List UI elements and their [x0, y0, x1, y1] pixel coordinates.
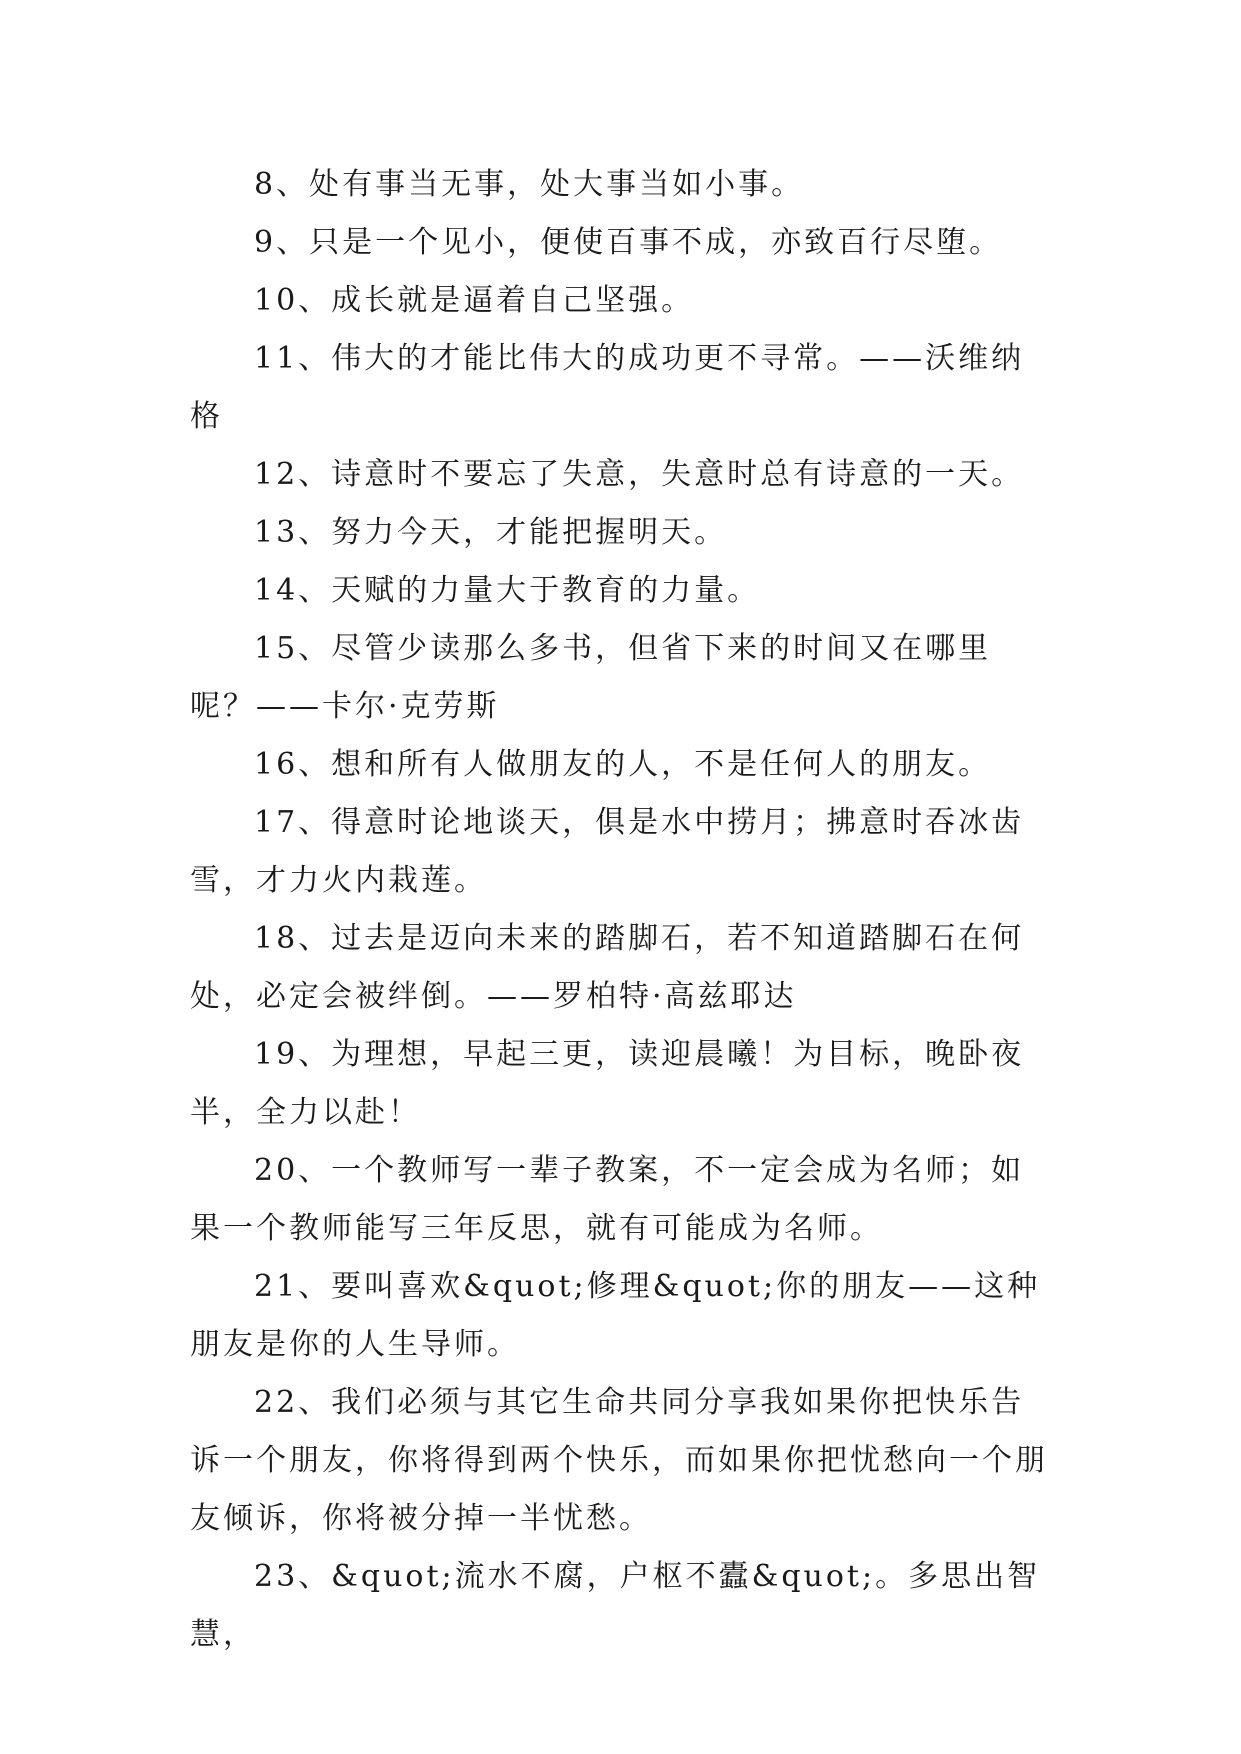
- quote-paragraph-11: 11、伟大的才能比伟大的成功更不寻常。——沃维纳格: [190, 341, 1025, 434]
- quote-paragraph-15: 15、尽管少读那么多书，但省下来的时间又在哪里呢？——卡尔·克劳斯: [190, 631, 992, 724]
- document-body: [190, 156, 1052, 1664]
- quote-paragraph-14: 14、天赋的力量大于教育的力量。: [254, 573, 761, 608]
- quote-paragraph-9: 9、只是一个见小，便使百事不成，亦致百行尽堕。: [254, 225, 1003, 260]
- quote-paragraph-21: 21、要叫喜欢&quot;修理&quot;你的朋友——这种朋友是你的人生导师。: [190, 1269, 1041, 1362]
- quote-paragraph-23: 23、&quot;流水不腐，户枢不蠹&quot;。多思出智慧，: [190, 1559, 1041, 1652]
- quote-paragraph-12: 12、诗意时不要忘了失意，失意时总有诗意的一天。: [254, 457, 1025, 492]
- quote-paragraph-18: 18、过去是迈向未来的踏脚石，若不知道踏脚石在何处，必定会被绊倒。——罗柏特·高兹耶达: [190, 921, 1025, 1014]
- quote-paragraph-19: 19、为理想，早起三更，读迎晨曦！为目标，晚卧夜半，全力以赴！: [190, 1037, 1025, 1130]
- quote-paragraph-13: 13、努力今天，才能把握明天。: [254, 515, 728, 550]
- quote-paragraph-17: 17、得意时论地谈天，俱是水中捞月；拂意时吞冰齿雪，才力火内栽莲。: [190, 805, 1025, 898]
- quote-paragraph-16: 16、想和所有人做朋友的人，不是任何人的朋友。: [254, 747, 992, 782]
- quote-paragraph-8: 8、处有事当无事，处大事当如小事。: [254, 167, 805, 202]
- quote-paragraph-20: 20、一个教师写一辈子教案，不一定会成为名师；如果一个教师能写三年反思，就有可能成为名师。: [190, 1153, 1025, 1246]
- quote-paragraph-22: 22、我们必须与其它生命共同分享我如果你把快乐告诉一个朋友，你将得到两个快乐，而如果你把忧愁向一个朋友倾诉，你将被分掉一半忧愁。: [190, 1385, 1048, 1536]
- quote-paragraph-10: 10、成长就是逼着自己坚强。: [254, 283, 695, 318]
